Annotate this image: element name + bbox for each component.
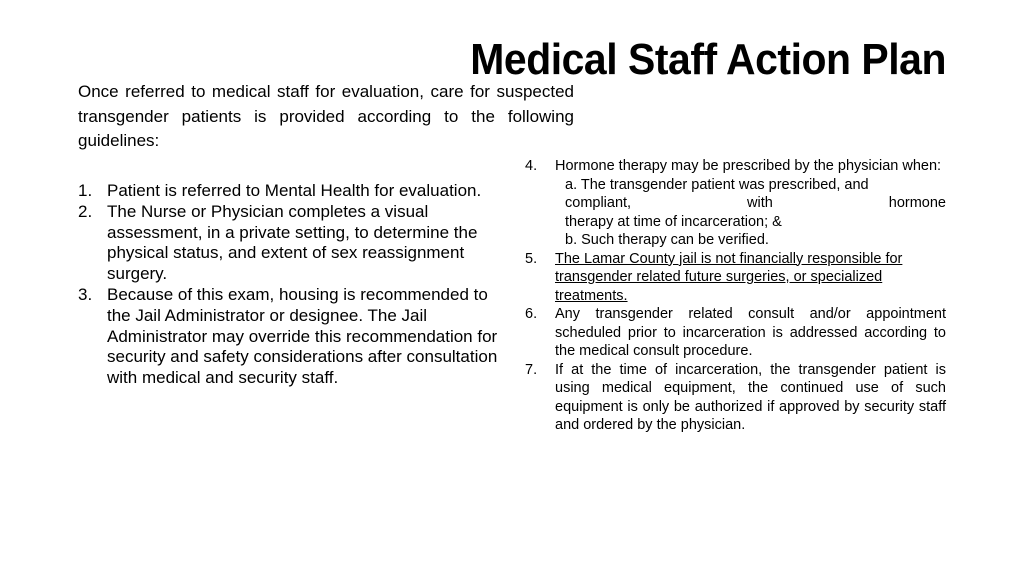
list-item-5 [525, 250, 946, 306]
list-number: 7. [525, 361, 538, 378]
list-number: 6. [525, 306, 538, 322]
list-item-3 [78, 285, 500, 389]
sub-item-b: b. Such therapy can be verified. [565, 232, 769, 248]
list-number: 1. [78, 181, 93, 200]
list-text: Patient is referred to Mental Health for evaluation. [107, 181, 482, 200]
sub-item-a-line-2: compliant, with hormone [565, 195, 946, 211]
list-text: If at the time of incarceration, the transgender patient is using medical equipment, the continued use of such equipment is only be authorized if approved by security staff and ordered by the physician. [555, 361, 946, 433]
sub-item-a-line-3: therapy at time of incarceration; & [565, 213, 782, 230]
list-text: The Nurse or Physician completes a visual assessment, in a private setting, to determine the physical status, and extent of sex reassignment surgery. [107, 201, 478, 284]
intro-paragraph: Once referred to medical staff for evaluation, care for suspected transgender patients is provided according to the following guidelines: [78, 82, 574, 150]
list-number: 3. [78, 284, 93, 304]
list-number: 4. [525, 158, 538, 174]
list-text-underlined: The Lamar County jail is not financially responsible for transgender related future surgeries, or specialized treatments. [555, 250, 903, 304]
list-item-1 [78, 181, 500, 202]
list-text: Hormone therapy may be prescribed by the physician when: [555, 158, 942, 174]
list-item-4 [525, 157, 946, 250]
list-text: Because of this exam, housing is recommended to the Jail Administrator or designee. The Jail Administrator may override this recommendation for security and safety considerations after consultation with medical and security staff. [107, 284, 498, 388]
slide-title: Medical Staff Action Plan [470, 35, 946, 84]
list-item-2 [78, 202, 500, 285]
guidelines-list-right [525, 157, 946, 435]
list-number: 5. [525, 250, 538, 267]
list-item-7 [525, 361, 946, 435]
guidelines-list-left [78, 181, 500, 389]
list-number: 2. [78, 201, 93, 221]
list-text: Any transgender related consult and/or appointment scheduled prior to incarceration is addressed according to the medical consult procedure. [555, 306, 946, 359]
list-item-6 [525, 305, 946, 361]
sub-item-a-line-1: a. The transgender patient was prescribed, and [565, 176, 869, 193]
